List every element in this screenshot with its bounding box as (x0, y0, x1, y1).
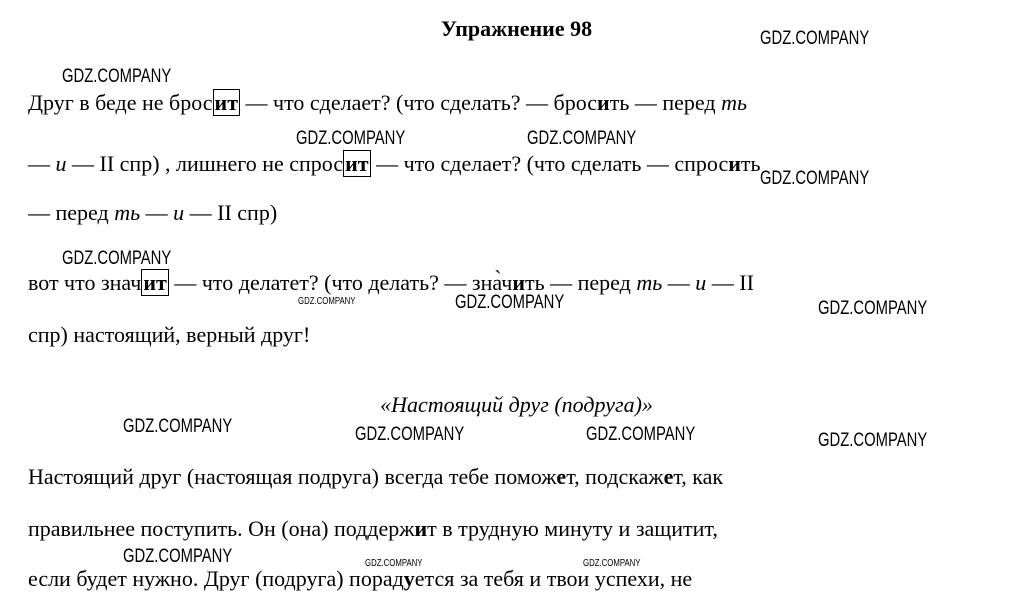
text-line: Настоящий друг (настоящая подруга) всегда тебе поможет, подскажет, как (28, 464, 724, 489)
watermark: GDZ.COMPANY (298, 296, 356, 307)
ending-box: ит (214, 90, 238, 115)
watermark: GDZ.COMPANY (583, 558, 641, 569)
text-line: если будет нужно. Друг (подруга) порадуется за тебя и твои успехи, не (28, 566, 693, 591)
essay-title: «Настоящий друг (подруга)» (380, 392, 653, 417)
watermark: GDZ.COMPANY (527, 128, 637, 149)
watermark: GDZ.COMPANY (62, 66, 172, 87)
text-line: вот что значит — что делатет? (что делать? — зна̀чить — перед ть — и — II (28, 270, 754, 295)
text-line: правильнее поступить. Он (она) поддержит в трудную минуту и защитит, (28, 516, 718, 541)
watermark: GDZ.COMPANY (355, 424, 465, 445)
watermark: GDZ.COMPANY (455, 292, 565, 313)
watermark: GDZ.COMPANY (818, 430, 928, 451)
watermark: GDZ.COMPANY (296, 128, 406, 149)
page-title: Упражнение 98 (440, 16, 593, 41)
watermark: GDZ.COMPANY (818, 298, 928, 319)
watermark: GDZ.COMPANY (62, 248, 172, 269)
text-line: Друг в беде не бросит — что сделает? (что сделать? — бросить — перед ть (28, 90, 747, 115)
ending-box: ит (345, 151, 369, 176)
text-line: спр) настоящий, верный друг! (28, 322, 311, 347)
text-line: — перед ть — и — II спр) (28, 200, 278, 225)
watermark: GDZ.COMPANY (365, 558, 423, 569)
watermark: GDZ.COMPANY (760, 28, 870, 49)
text-line: — и — II спр) , лишнего не спросит — что сделает? (что сделать — спросить (28, 151, 761, 176)
watermark: GDZ.COMPANY (586, 424, 696, 445)
ending-box: ит (143, 270, 167, 295)
watermark: GDZ.COMPANY (123, 546, 233, 567)
watermark: GDZ.COMPANY (123, 416, 233, 437)
watermark: GDZ.COMPANY (760, 168, 870, 189)
